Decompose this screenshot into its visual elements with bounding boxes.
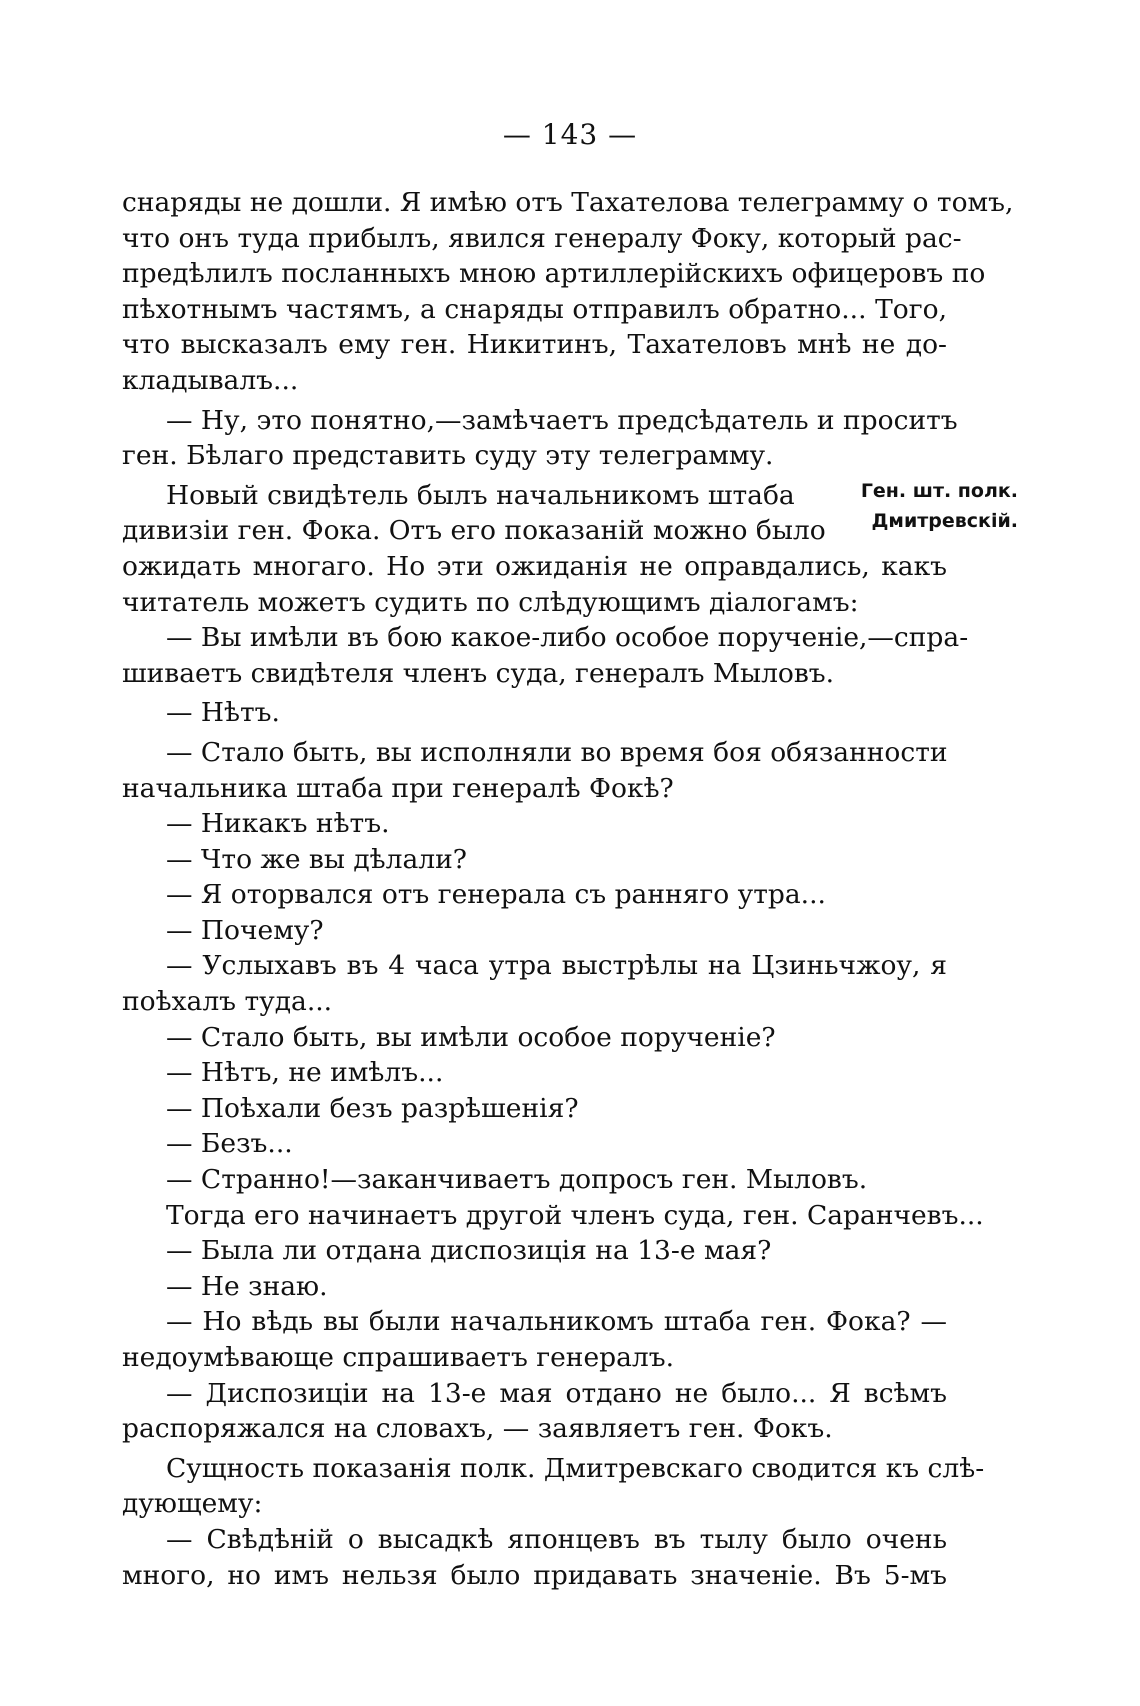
text-line: что высказалъ ему ген. Никитинъ, Тахателовъ мнѣ не до- [122, 329, 947, 361]
margin-note-line: Ген. шт. полк. [860, 480, 1018, 502]
text-line: много, но имъ нельзя было придавать значеніе. Въ 5-мъ [122, 1559, 947, 1591]
text-line: — Свѣдѣній о высадкѣ японцевъ въ тылу было очень [166, 1523, 947, 1555]
text-line: пѣхотнымъ частямъ, а снаряды отправилъ обратно... Того, [122, 293, 947, 325]
text-line: — Что же вы дѣлали? [166, 843, 467, 875]
main-text [122, 185, 1014, 1593]
text-line: — Стало быть, вы исполняли во время боя обязанности [166, 736, 948, 768]
text-line: — Поѣхали безъ разрѣшенія? [166, 1092, 579, 1124]
text-line: недоумѣвающе спрашиваетъ генералъ. [122, 1342, 675, 1373]
text-line: — Услыхавъ въ 4 часа утра выстрѣлы на Цзиньчжоу, я [166, 950, 947, 982]
text-line: ген. Бѣлаго представить суду эту телеграмму. [122, 440, 774, 472]
text-line: поѣхалъ туда... [122, 986, 333, 1018]
text-line: — Но вѣдь вы были начальникомъ штаба ген. Фока? — [166, 1306, 947, 1338]
page-number: — 143 — [502, 118, 638, 151]
text-line: — Я оторвался отъ генерала съ ранняго утра... [166, 879, 826, 911]
text-line: распоряжался на словахъ, — заявляетъ ген. Фокъ. [122, 1413, 833, 1445]
text-line: — Ну, это понятно,—замѣчаетъ предсѣдатель и проситъ [166, 404, 958, 436]
text-line: — Стало быть, вы имѣли особое порученіе? [166, 1021, 776, 1053]
text-line: дующему: [122, 1488, 263, 1520]
text-line: — Не знаю. [166, 1270, 328, 1302]
text-line: — Нѣтъ. [166, 697, 280, 729]
text-line: — Странно!—заканчиваетъ допросъ ген. Мыловъ. [166, 1164, 868, 1196]
text-line: — Безъ... [166, 1128, 293, 1160]
text-line: дивизіи ген. Фока. Отъ его показаній можно было [122, 515, 826, 547]
text-line: — Почему? [166, 914, 324, 946]
text-line: — Никакъ нѣтъ. [166, 808, 390, 840]
text-line: — Диспозиціи на 13-е мая отдано не было... Я всѣмъ [166, 1377, 947, 1409]
margin-note [850, 476, 1018, 536]
text-line: предѣлилъ посланныхъ мною артиллерійскихъ офицеровъ по [122, 258, 986, 290]
text-line: Новый свидѣтель былъ начальникомъ штаба [166, 479, 795, 511]
text-line: что онъ туда прибылъ, явился генералу Фоку, который рас- [122, 222, 962, 254]
text-line: шиваетъ свидѣтеля членъ суда, генералъ Мыловъ. [122, 657, 835, 689]
text-line: читатель можетъ судить по слѣдующимъ діалогамъ: [122, 586, 859, 618]
text-line: Сущность показанія полк. Дмитревскаго сводится къ слѣ- [166, 1452, 985, 1484]
margin-note-line: Дмитревскій. [871, 510, 1018, 532]
text-line: Тогда его начинаетъ другой членъ суда, ген. Саранчевъ... [166, 1199, 984, 1231]
text-line: снаряды не дошли. Я имѣю отъ Тахателова телеграмму о томъ, [122, 187, 1014, 218]
text-line: — Вы имѣли въ бою какое-либо особое порученіе,—спра- [166, 622, 969, 654]
text-line: начальника штаба при генералѣ Фокѣ? [122, 772, 674, 804]
text-line: — Нѣтъ, не имѣлъ... [166, 1057, 444, 1089]
text-line: ожидать многаго. Но эти ожиданія не оправдались, какъ [122, 550, 947, 582]
text-line: — Была ли отдана диспозиція на 13-е мая? [166, 1235, 772, 1267]
text-line: кладывалъ... [122, 364, 299, 396]
